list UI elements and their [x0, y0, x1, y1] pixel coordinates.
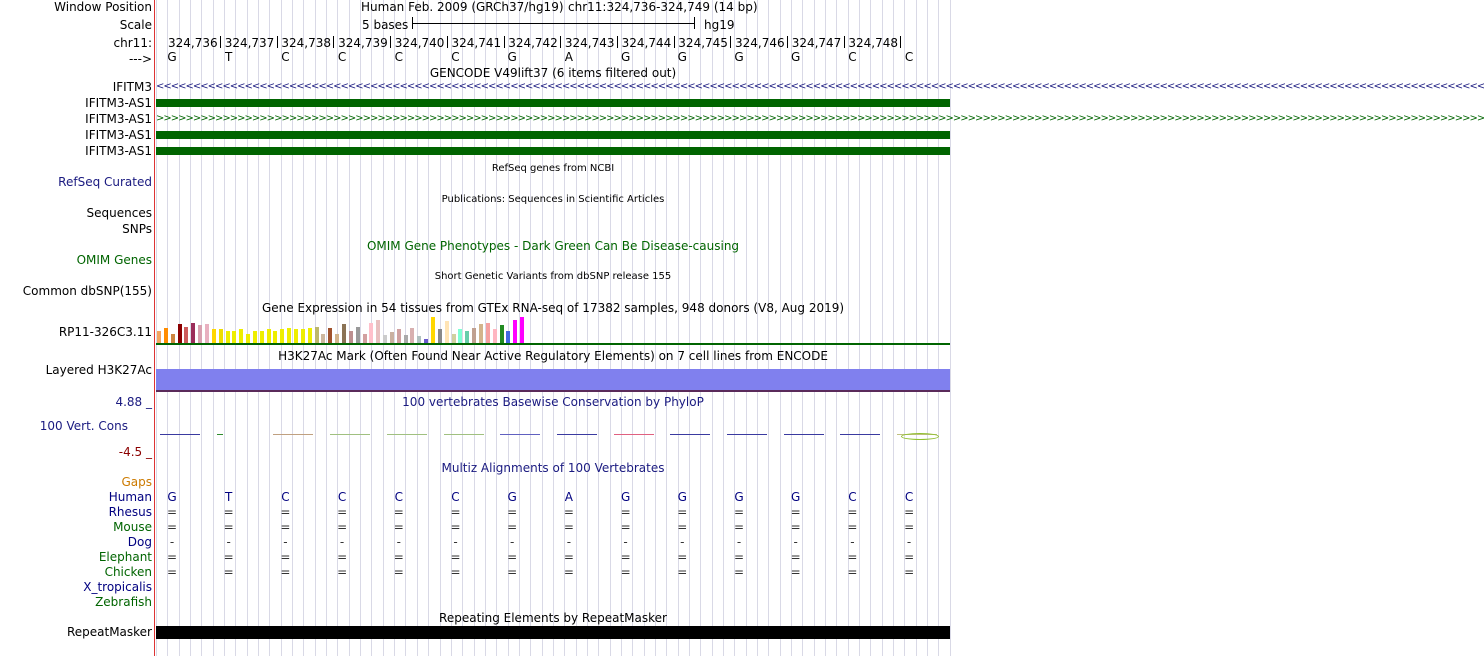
alignment-cell: - — [339, 535, 345, 549]
scale-text: 5 bases — [362, 18, 409, 32]
gtex-tissue-bar[interactable] — [506, 331, 510, 343]
gtex-tissue-bar[interactable] — [356, 327, 360, 343]
alignment-cell: C — [281, 490, 290, 504]
conservation-mark — [387, 434, 427, 435]
coordinate-tick-mark — [277, 36, 278, 48]
repeatmasker-element[interactable] — [156, 626, 950, 639]
repeatmasker-track-label[interactable]: RepeatMasker — [66, 625, 152, 639]
alignment-cell: C — [394, 490, 403, 504]
species-label[interactable]: Zebrafish — [95, 595, 152, 609]
alignment-cell: = — [620, 550, 631, 564]
gtex-tissue-bar[interactable] — [438, 329, 442, 343]
alignment-cell: = — [223, 565, 234, 579]
alignment-cell: = — [790, 520, 801, 534]
label-divider — [154, 0, 155, 656]
alignment-cell: C — [904, 490, 914, 504]
h3k27ac-baseline — [156, 390, 950, 392]
gtex-tissue-bar[interactable] — [349, 331, 353, 343]
alignment-cell: = — [733, 550, 745, 564]
alignment-cell: = — [393, 550, 404, 564]
alignment-cell: - — [850, 535, 855, 549]
gtex-tissue-bar[interactable] — [417, 336, 421, 343]
alignment-cell: = — [733, 520, 745, 534]
alignment-cell: = — [563, 565, 574, 579]
base-letter[interactable]: C — [848, 50, 857, 64]
gtex-tissue-bar[interactable] — [520, 317, 524, 343]
alignment-cell: A — [564, 490, 573, 504]
alignment-cell: C — [337, 490, 347, 504]
scale-bar-right — [694, 17, 695, 29]
base-letter[interactable]: C — [394, 50, 403, 64]
coordinate-tick-label: 324,747 — [791, 36, 842, 50]
coordinate-tick-label: 324,738 — [281, 36, 332, 50]
alignment-cell: = — [337, 505, 348, 519]
conservation-track-label[interactable]: 100 Vert. Cons — [39, 419, 128, 433]
alignment-cell: = — [620, 505, 631, 519]
alignment-cell: = — [904, 550, 915, 564]
gene-label-ifitm3-as1[interactable]: IFITM3-AS1 — [85, 96, 152, 110]
alignment-cell: = — [563, 505, 574, 519]
gtex-tissue-bar[interactable] — [342, 324, 346, 343]
coordinate-tick-label: 324,746 — [735, 36, 785, 50]
alignment-cell: = — [677, 550, 688, 564]
alignment-cell: G — [620, 490, 631, 504]
alignment-cell: - — [793, 535, 798, 549]
track-label-column — [0, 0, 154, 656]
base-letter[interactable]: G — [734, 50, 744, 64]
gtex-tissue-bar[interactable] — [239, 329, 243, 343]
alignment-cell: = — [620, 520, 631, 534]
alignment-cell: - — [623, 535, 628, 549]
gtex-tissue-bar[interactable] — [383, 335, 387, 343]
omim-title[interactable]: OMIM Gene Phenotypes - Dark Green Can Be Disease-causing — [366, 239, 740, 253]
alignment-cell: = — [166, 565, 178, 579]
coordinate-tick-mark — [447, 36, 448, 48]
gtex-tissue-bar[interactable] — [472, 328, 476, 343]
alignment-cell: G — [677, 490, 687, 504]
gaps-label: Gaps — [121, 475, 152, 489]
base-letter[interactable]: T — [225, 50, 233, 64]
gtex-tissue-bar[interactable] — [308, 328, 312, 343]
gtex-tissue-bar[interactable] — [458, 329, 462, 343]
alignment-cell: = — [450, 565, 461, 579]
chrom-label: chr11: — [113, 36, 152, 50]
base-letter[interactable]: C — [337, 50, 347, 64]
alignment-cell: = — [733, 565, 745, 579]
conservation-min-label: -4.5 _ — [118, 445, 152, 459]
base-letter[interactable]: C — [281, 50, 290, 64]
scale-bar — [412, 23, 695, 24]
gene-label-ifitm3-as1[interactable]: IFITM3-AS1 — [85, 112, 152, 126]
gtex-tissue-bar[interactable] — [191, 323, 195, 343]
alignment-cell: - — [453, 535, 458, 549]
h3k27ac-signal[interactable] — [156, 369, 950, 390]
alignment-cell: = — [620, 565, 631, 579]
gtex-tissue-bar[interactable] — [226, 331, 230, 343]
alignment-cell: T — [225, 490, 233, 504]
species-label[interactable]: X_tropicalis — [83, 580, 152, 594]
coordinate-tick-label: 324,745 — [678, 36, 728, 50]
alignment-cell: = — [393, 565, 404, 579]
gtex-tissue-bar[interactable] — [205, 324, 209, 343]
gtex-tissue-bar[interactable] — [493, 329, 497, 343]
publications-title[interactable]: Publications: Sequences in Scientific Articles — [441, 194, 665, 205]
conservation-mark — [444, 434, 484, 435]
omim-track-label[interactable]: OMIM Genes — [76, 253, 152, 267]
conservation-mark — [670, 434, 710, 435]
alignment-cell: - — [169, 535, 175, 549]
coordinate-tick-label: 324,737 — [224, 36, 275, 50]
position-text: chr11:324,736-324,749 (14 bp) — [568, 0, 758, 14]
alignment-cell: G — [507, 490, 517, 504]
h3k27ac-track-label[interactable]: Layered H3K27Ac — [45, 363, 152, 377]
gtex-tissue-bar[interactable] — [369, 323, 373, 343]
alignment-cell: G — [791, 490, 801, 504]
alignment-cell: - — [906, 535, 912, 549]
alignment-cell: = — [790, 505, 801, 519]
alignment-cell: = — [393, 505, 404, 519]
gtex-tissue-bar[interactable] — [363, 334, 367, 343]
gtex-tissue-bar[interactable] — [232, 331, 236, 343]
alignment-cell: = — [507, 565, 518, 579]
conservation-mark — [557, 434, 597, 435]
snps-track-label[interactable]: SNPs — [122, 222, 152, 236]
gtex-tissue-bar[interactable] — [184, 327, 188, 343]
coordinate-tick-label: 324,740 — [394, 36, 445, 50]
gtex-tissue-bar[interactable] — [198, 325, 202, 343]
coordinate-tick-label: 324,743 — [564, 36, 615, 50]
strand-label: ---> — [128, 52, 152, 66]
alignment-cell: C — [848, 490, 857, 504]
coordinate-tick-label: 324,741 — [451, 36, 502, 50]
base-letter[interactable]: G — [507, 50, 517, 64]
gtex-tissue-bar[interactable] — [465, 331, 469, 343]
alignment-cell: = — [337, 520, 348, 534]
coordinate-tick-label: 324,748 — [848, 36, 899, 50]
alignment-cell: = — [337, 565, 348, 579]
base-letter[interactable]: G — [791, 50, 801, 64]
sequences-track-label[interactable]: Sequences — [86, 206, 152, 220]
alignment-cell: = — [563, 550, 574, 564]
gene-label-ifitm3-as1[interactable]: IFITM3-AS1 — [85, 144, 152, 158]
alignment-cell: = — [223, 550, 234, 564]
conservation-max-label: 4.88 _ — [115, 395, 152, 409]
alignment-cell: = — [223, 520, 234, 534]
alignment-cell: G — [734, 490, 744, 504]
coordinate-tick-label: 324,744 — [621, 36, 672, 50]
coordinate-tick-mark — [617, 36, 618, 48]
gene-label-ifitm3[interactable]: IFITM3 — [112, 80, 152, 94]
gtex-tissue-bar[interactable] — [246, 334, 250, 343]
alignment-cell: G — [167, 490, 177, 504]
alignment-cell: = — [507, 505, 518, 519]
gtex-tissue-bar[interactable] — [294, 329, 298, 343]
conservation-mark — [330, 434, 370, 435]
conservation-mark — [901, 433, 939, 440]
alignment-cell: = — [166, 550, 178, 564]
ifitm3-gene-line[interactable]: <<<<<<<<<<<<<<<<<<<<<<<<<<<<<<<<<<<<<<<<<<<<<<<<<<<<<<<<<<<<<<<<<<<<<<<<<<<<<<<<<<<<<<<<<<<<<<<<<<<<<<<<<<<<<<<<<<<<<<<<<<<<<<<<<<<<<<<<<<<<<<<<<<<<<<<<<<<<<<<<<<<<<<<<<<<<<<<<<<<< — [156, 81, 1484, 92]
alignment-cell: = — [280, 565, 291, 579]
alignment-cell: = — [280, 520, 291, 534]
conservation-mark — [273, 434, 313, 435]
coordinate-tick-mark — [560, 36, 561, 48]
gtex-tissue-bar[interactable] — [513, 320, 517, 343]
alignment-cell: = — [904, 505, 915, 519]
gtex-tissue-bar[interactable] — [157, 331, 161, 343]
ifitm3-as1-exon-1[interactable] — [156, 99, 950, 107]
gtex-tissue-bar[interactable] — [404, 335, 408, 343]
alignment-cell: = — [280, 505, 291, 519]
gtex-tissue-bar[interactable] — [390, 332, 394, 343]
species-label[interactable]: Rhesus — [108, 505, 152, 519]
coordinate-tick-mark — [844, 36, 845, 48]
gtex-tissue-bar[interactable] — [445, 321, 449, 343]
alignment-cell: - — [736, 535, 742, 549]
alignment-cell: C — [451, 490, 460, 504]
conservation-signal[interactable] — [156, 425, 950, 445]
alignment-cell: = — [507, 520, 518, 534]
coordinate-tick-label: 324,742 — [508, 36, 558, 50]
multiz-title[interactable]: Multiz Alignments of 100 Vertebrates — [441, 461, 665, 475]
coordinate-tick-mark — [674, 36, 675, 48]
assembly-text: Human Feb. 2009 (GRCh37/hg19) — [361, 0, 564, 14]
alignment-cell: - — [226, 535, 231, 549]
coordinate-tick-mark — [730, 36, 731, 48]
alignment-cell: - — [283, 535, 288, 549]
coordinate-tick-mark — [390, 36, 391, 48]
alignment-cell: = — [563, 520, 574, 534]
gtex-tissue-bar[interactable] — [486, 323, 490, 343]
coordinate-tick-label: 324,736 — [168, 36, 218, 50]
conservation-mark — [160, 434, 200, 435]
h3k27ac-title[interactable]: H3K27Ac Mark (Often Found Near Active Regulatory Elements) on 7 cell lines from ENCODE — [278, 349, 828, 363]
gtex-tissue-bar[interactable] — [267, 329, 271, 343]
gtex-tissue-bar[interactable] — [253, 331, 257, 343]
alignment-cell: = — [450, 505, 461, 519]
conservation-mark — [784, 434, 824, 435]
build-text: hg19 — [704, 18, 735, 32]
gtex-tissue-bar[interactable] — [280, 329, 284, 343]
track-area[interactable] — [156, 0, 1484, 656]
base-letter[interactable]: C — [451, 50, 460, 64]
refseq-track-label[interactable]: RefSeq Curated — [58, 175, 152, 189]
conservation-mark — [500, 434, 540, 435]
gtex-tissue-bar[interactable] — [335, 334, 339, 343]
alignment-cell: = — [507, 550, 518, 564]
ifitm3-as1-exon-2[interactable] — [156, 131, 950, 139]
alignment-cell: = — [337, 550, 348, 564]
gtex-tissue-bar[interactable] — [479, 324, 483, 343]
alignment-cell: = — [166, 505, 178, 519]
alignment-cell: = — [393, 520, 404, 534]
conservation-mark — [614, 434, 654, 435]
ifitm3-as1-exon-3[interactable] — [156, 147, 950, 155]
alignment-cell: = — [280, 550, 291, 564]
alignment-cell: = — [904, 565, 915, 579]
species-label[interactable]: Dog — [127, 535, 152, 549]
coordinate-tick-mark — [220, 36, 221, 48]
gtex-tissue-bar[interactable] — [164, 328, 168, 343]
gtex-title[interactable]: Gene Expression in 54 tissues from GTEx RNA-seq of 17382 samples, 948 donors (V8, Aug 2019) — [261, 301, 845, 315]
gtex-baseline — [156, 343, 950, 345]
gtex-tissue-bar[interactable] — [328, 328, 332, 343]
base-letter[interactable]: G — [167, 50, 177, 64]
gtex-tissue-bar[interactable] — [452, 334, 456, 343]
species-label[interactable]: Human — [108, 490, 152, 504]
alignment-cell: = — [904, 520, 915, 534]
refseq-title[interactable]: RefSeq genes from NCBI — [491, 163, 615, 174]
repeatmasker-title[interactable]: Repeating Elements by RepeatMasker — [439, 611, 667, 625]
window-position-label: Window Position — [54, 0, 152, 14]
gtex-tissue-bar[interactable] — [260, 331, 264, 343]
gtex-tissue-bar[interactable] — [321, 334, 325, 343]
gtex-bar-chart[interactable] — [156, 316, 950, 343]
gtex-tissue-bar[interactable] — [178, 324, 182, 343]
alignment-cell: = — [733, 505, 745, 519]
species-label[interactable]: Mouse — [113, 520, 152, 534]
gtex-tissue-bar[interactable] — [431, 317, 435, 343]
ifitm3-as1-intron-line[interactable]: >>>>>>>>>>>>>>>>>>>>>>>>>>>>>>>>>>>>>>>>>>>>>>>>>>>>>>>>>>>>>>>>>>>>>>>>>>>>>>>>>>>>>>>>>>>>>>>>>>>>>>>>>>>>>>>>>>>>>>>>>>>>>>>>>>>>>>>>>>>>>>>>>>>>>>>>>>>>>>>>>>>>>>>>>>>>>>>>>>>> — [156, 113, 1484, 124]
alignment-cell: = — [450, 550, 461, 564]
gtex-tissue-bar[interactable] — [410, 328, 414, 343]
scale-label: Scale — [119, 18, 152, 32]
base-letter[interactable]: G — [677, 50, 687, 64]
dbsnp-title[interactable]: Short Genetic Variants from dbSNP release 155 — [434, 271, 672, 282]
alignment-cell: - — [396, 535, 401, 549]
gtex-track-label[interactable]: RP11-326C3.11 — [58, 325, 152, 339]
alignment-cell: - — [566, 535, 572, 549]
coordinate-tick-mark — [504, 36, 505, 48]
gtex-tissue-bar[interactable] — [171, 334, 175, 343]
gtex-tissue-bar[interactable] — [301, 329, 305, 343]
gtex-tissue-bar[interactable] — [219, 329, 223, 343]
alignment-cell: = — [677, 505, 688, 519]
alignment-cell: = — [677, 520, 688, 534]
alignment-cell: = — [847, 505, 858, 519]
gtex-tissue-bar[interactable] — [212, 329, 216, 343]
conservation-mark — [840, 434, 880, 435]
base-letter[interactable]: A — [564, 50, 573, 64]
gtex-tissue-bar[interactable] — [273, 331, 277, 343]
alignment-cell: = — [223, 505, 234, 519]
dbsnp-track-label[interactable]: Common dbSNP(155) — [22, 284, 152, 298]
gtex-tissue-bar[interactable] — [500, 325, 504, 343]
species-label[interactable]: Elephant — [98, 550, 152, 564]
coordinate-tick-mark — [787, 36, 788, 48]
alignment-cell: = — [847, 565, 858, 579]
gtex-tissue-bar[interactable] — [397, 329, 401, 343]
conservation-mark — [217, 434, 223, 435]
alignment-cell: = — [790, 565, 801, 579]
coordinate-tick-mark — [900, 36, 901, 48]
gtex-tissue-bar[interactable] — [376, 320, 380, 343]
base-letter[interactable]: G — [620, 50, 631, 64]
base-letter[interactable]: C — [904, 50, 914, 64]
gene-label-ifitm3-as1[interactable]: IFITM3-AS1 — [85, 128, 152, 142]
alignment-cell: - — [680, 535, 685, 549]
gtex-tissue-bar[interactable] — [287, 328, 291, 343]
coordinate-tick-label: 324,739 — [338, 36, 388, 50]
conservation-mark — [727, 434, 767, 435]
coordinate-tick-mark — [333, 36, 334, 48]
alignment-cell: = — [166, 520, 178, 534]
alignment-cell: = — [677, 565, 688, 579]
conservation-title[interactable]: 100 vertebrates Basewise Conservation by PhyloP — [402, 395, 704, 409]
alignment-cell: = — [847, 520, 858, 534]
alignment-cell: = — [847, 550, 858, 564]
gencode-title[interactable]: GENCODE V49lift37 (6 items filtered out) — [429, 66, 677, 80]
alignment-cell: = — [450, 520, 461, 534]
species-label[interactable]: Chicken — [104, 565, 152, 579]
gtex-tissue-bar[interactable] — [315, 327, 319, 343]
alignment-cell: = — [790, 550, 801, 564]
alignment-cell: - — [510, 535, 515, 549]
